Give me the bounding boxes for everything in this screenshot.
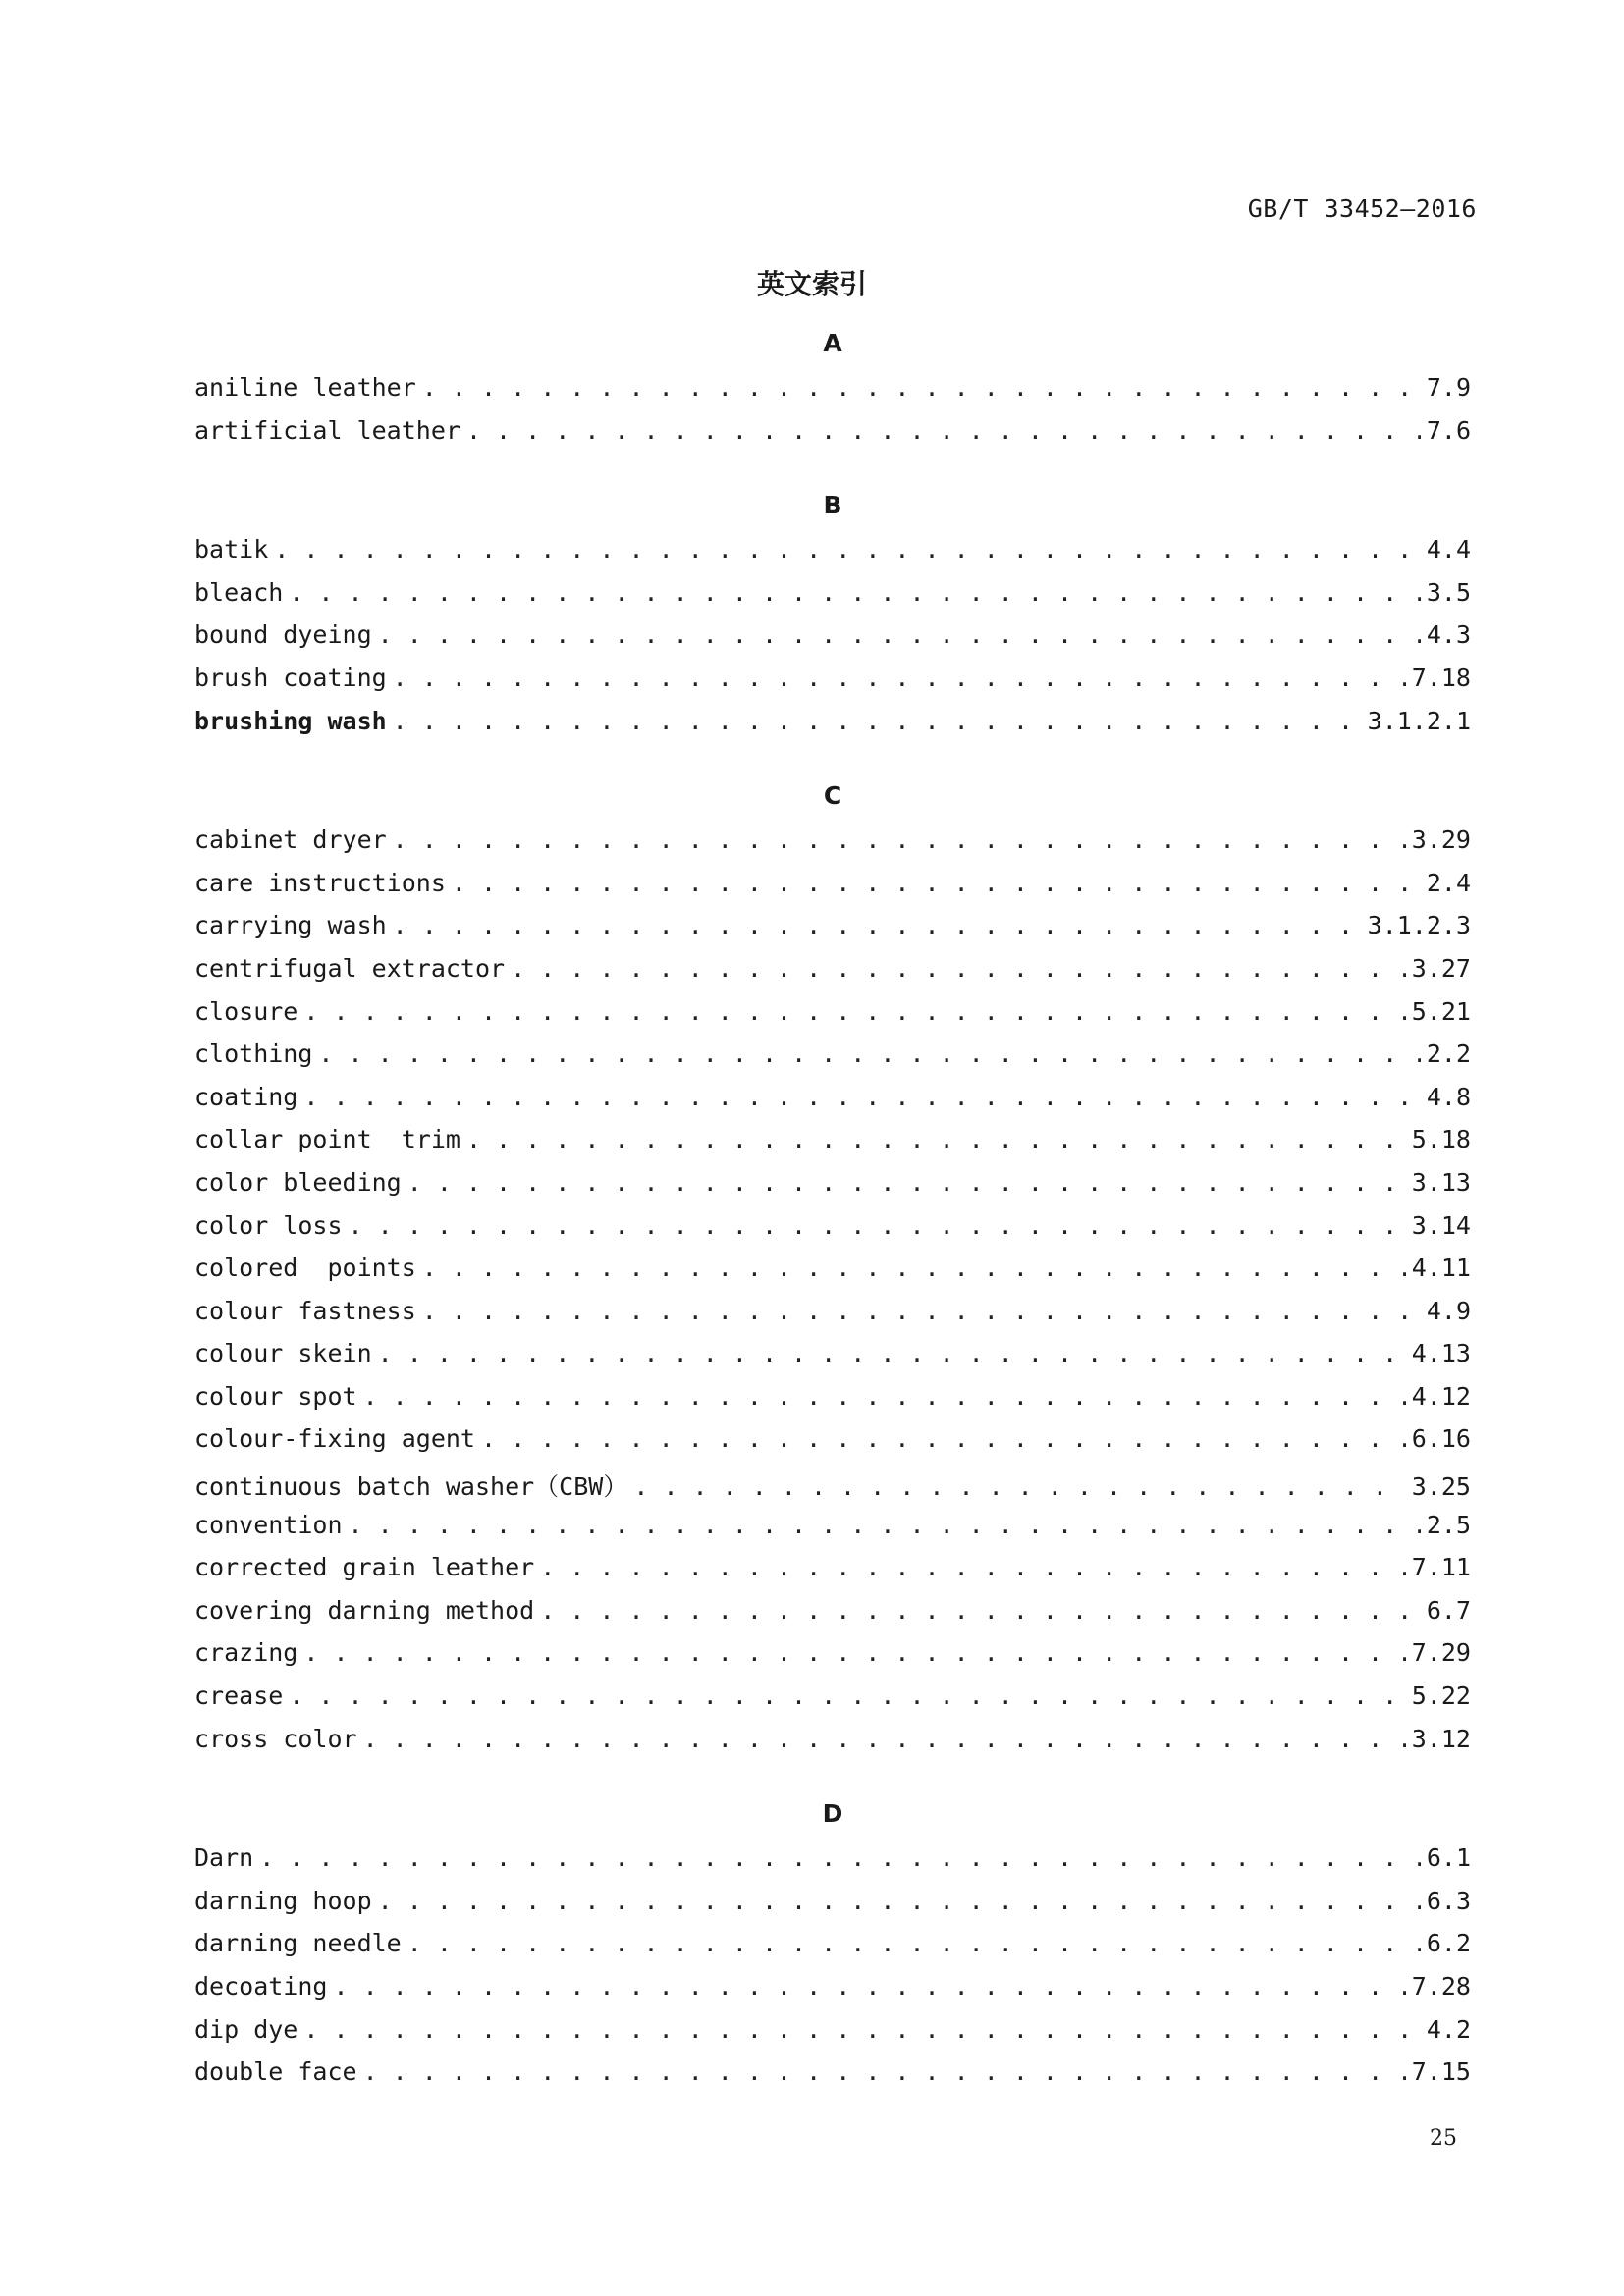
entry-reference: 6.1 [1426,1843,1471,1873]
section-letter: A [823,329,842,357]
entry-term: cross color [194,1724,357,1753]
entry-reference: 4.8 [1426,1082,1471,1111]
entry-term: colour fastness [194,1296,416,1325]
entry-term: coating [194,1082,298,1111]
entry-term: colored points [194,1254,416,1283]
entry-reference: 4.2 [1426,2014,1471,2044]
entry-term: closure [194,996,298,1026]
entry-term: continuous batch washer（CBW） [194,1472,628,1502]
dot-leader [363,1725,1406,1753]
entry-term: crazing [194,1638,298,1668]
entry-term: bound dyeing [194,620,372,650]
entry-reference: 6.7 [1426,1595,1471,1625]
index-entry [194,1083,1471,1126]
index-entry [194,620,1471,664]
dot-leader [349,1211,1406,1240]
dot-leader [407,1929,1421,1957]
index-entry [194,997,1471,1041]
index-entry [194,826,1471,869]
entry-reference: 3.1.2.1 [1367,706,1471,735]
entry-reference: 3.12 [1411,1724,1471,1753]
entry-term: bleach [194,577,284,607]
dot-leader [378,620,1421,649]
index-entry [194,1254,1471,1297]
entry-term: corrected grain leather [194,1553,535,1582]
index-entry [194,1125,1471,1168]
dot-leader [318,1040,1420,1068]
page-title: 英文索引 [756,268,867,300]
entry-term: convention [194,1510,343,1539]
dot-leader [259,1843,1421,1872]
dot-leader [393,707,1362,735]
section-letter: C [823,781,842,811]
index-entry [194,1596,1471,1639]
entry-term: centrifugal extractor [194,953,506,983]
entry-term: brushing wash [194,706,387,735]
entry-reference: 4.12 [1411,1381,1471,1411]
entry-term: aniline leather [194,373,416,401]
index-entry [194,1382,1471,1425]
entry-reference: 3.25 [1411,1472,1471,1502]
entry-reference: 2.2 [1426,1040,1471,1069]
entry-term: colour spot [194,1381,357,1411]
entry-term: Darn [194,1843,254,1873]
entry-reference: 2.4 [1426,868,1471,897]
dot-leader [333,1972,1405,2001]
entry-term: color bleeding [194,1167,402,1197]
entry-term: darning hoop [194,1886,372,1915]
entry-term: colour skein [194,1339,372,1368]
index-entry [194,578,1471,621]
dot-leader [349,1511,1421,1539]
dot-leader [274,535,1421,563]
dot-leader [481,1424,1406,1453]
entry-reference: 6.3 [1426,1886,1471,1915]
dot-leader [422,1254,1406,1282]
entry-term: clothing [194,1040,313,1069]
index-entry [194,1972,1471,2015]
index-entry [194,1211,1471,1255]
entry-term: colour-fixing agent [194,1424,475,1454]
entry-term: covering darning method [194,1595,535,1625]
entry-reference: 5.21 [1411,996,1471,1026]
page-number: 25 [1430,2126,1457,2151]
entry-reference: 7.15 [1411,2057,1471,2087]
entry-reference: 7.11 [1411,1553,1471,1582]
index-entry [194,1468,1471,1511]
entry-term: batik [194,535,269,564]
dot-leader [393,826,1406,854]
dot-leader [422,1297,1421,1325]
entry-reference: 4.11 [1411,1254,1471,1283]
dot-leader [303,2015,1420,2044]
index-entry [194,954,1471,997]
index-entry [194,1424,1471,1468]
section-letter: D [822,1799,843,1829]
index-entry [194,1887,1471,1930]
entry-reference: 3.27 [1411,953,1471,983]
dot-leader [393,664,1406,692]
dot-leader [303,1083,1420,1111]
section-letter: B [823,491,842,520]
entry-reference: 6.16 [1411,1424,1471,1454]
entry-term: cabinet dryer [194,826,387,855]
dot-leader [633,1472,1405,1501]
dot-leader [363,1382,1406,1411]
dot-leader [378,1339,1406,1367]
entry-term: collar point trim [194,1125,460,1154]
entry-term: dip dye [194,2014,298,2044]
entry-reference: 5.18 [1411,1125,1471,1154]
section-spacer [194,458,1471,476]
entry-term: color loss [194,1210,343,1240]
entry-term: double face [194,2057,357,2087]
index-entry [194,535,1471,578]
index-entry [194,1843,1471,1887]
index-entry [194,2057,1471,2101]
entry-reference: 5.22 [1411,1682,1471,1711]
dot-leader [452,869,1421,897]
dot-leader [466,416,1421,445]
index-entry [194,373,1471,416]
dot-leader [303,1638,1405,1667]
entry-reference: 4.9 [1426,1296,1471,1325]
index-entry [194,664,1471,707]
index-entry [194,1725,1471,1768]
index-entry [194,1511,1471,1554]
dot-leader [289,578,1421,607]
index-entry [194,1297,1471,1340]
index-entry [194,1339,1471,1382]
entry-reference: 7.28 [1411,1972,1471,2001]
entry-reference: 4.4 [1426,535,1471,564]
entry-reference: 7.9 [1426,373,1471,401]
dot-leader [466,1125,1406,1153]
entry-reference: 4.13 [1411,1339,1471,1368]
entry-reference: 7.29 [1411,1638,1471,1668]
index-entry [194,416,1471,459]
index-entry [194,1682,1471,1725]
section-spacer [194,1767,1471,1785]
index-entry [194,2015,1471,2058]
dot-leader [540,1553,1406,1581]
index-entry [194,1168,1471,1211]
index-entry [194,707,1471,750]
entry-reference: 7.18 [1411,663,1471,692]
dot-leader [289,1682,1405,1710]
entry-term: darning needle [194,1929,402,1958]
entry-term: care instructions [194,868,446,897]
dot-leader [378,1887,1421,1915]
entry-reference: 6.2 [1426,1929,1471,1958]
dot-leader [422,373,1421,401]
entry-reference: 2.5 [1426,1510,1471,1539]
index-entry [194,869,1471,912]
entry-reference: 3.13 [1411,1167,1471,1197]
index-entry [194,1929,1471,1972]
section-spacer [194,749,1471,767]
entry-reference: 3.5 [1426,577,1471,607]
dot-leader [540,1596,1421,1625]
entry-reference: 3.1.2.3 [1367,911,1471,940]
index-entry [194,911,1471,954]
entry-term: crease [194,1682,284,1711]
dot-leader [303,997,1405,1026]
index-entry [194,1040,1471,1083]
entry-reference: 3.14 [1411,1210,1471,1240]
dot-leader [393,911,1362,939]
dot-leader [511,954,1406,983]
index-entry [194,1638,1471,1682]
entry-term: brush coating [194,663,387,692]
dot-leader [363,2057,1406,2086]
entry-term: decoating [194,1972,328,2001]
entry-term: artificial leather [194,415,460,445]
entry-reference: 7.6 [1426,415,1471,445]
entry-term: carrying wash [194,911,387,940]
dot-leader [407,1168,1406,1197]
english-index [194,314,1471,2101]
index-entry [194,1553,1471,1596]
entry-reference: 3.29 [1411,826,1471,855]
entry-reference: 4.3 [1426,620,1471,650]
standard-number: GB/T 33452—2016 [1247,194,1477,223]
